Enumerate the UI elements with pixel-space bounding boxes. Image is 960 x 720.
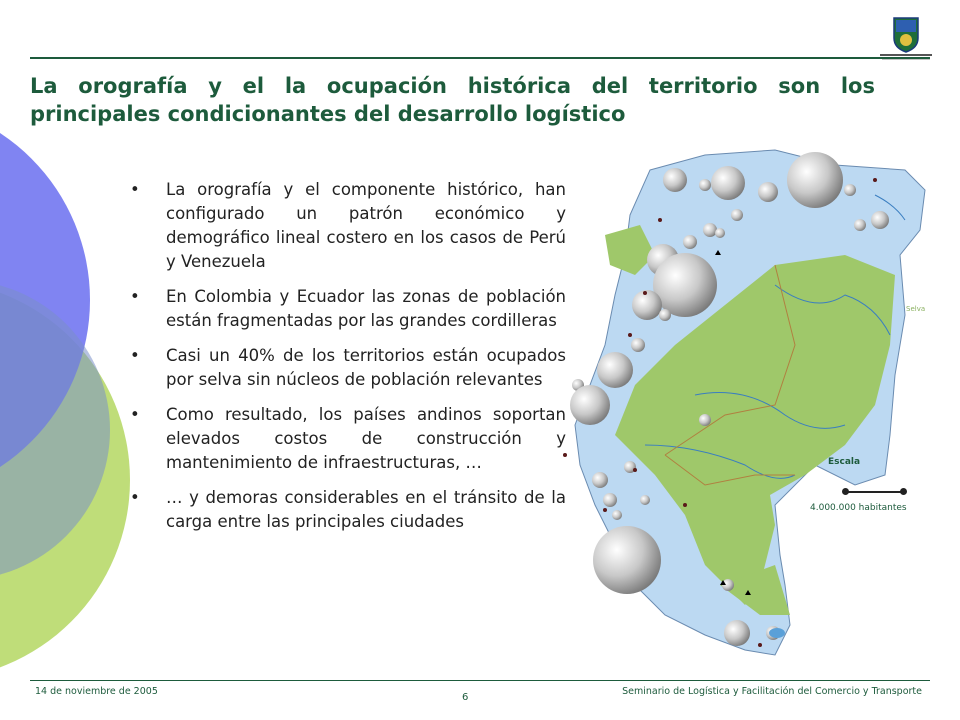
scale-bar-end-right	[900, 488, 907, 495]
andean-population-map	[545, 145, 935, 665]
page-number: 6	[462, 692, 469, 703]
scale-bar-end-left	[842, 488, 849, 495]
footer-event-name: Seminario de Logística y Facilitación del Comercio y Transporte	[622, 686, 922, 697]
bullet-item	[130, 285, 566, 333]
organization-logo	[876, 14, 936, 62]
scale-title: Escala	[828, 457, 861, 467]
bullet-dot: •	[130, 287, 140, 306]
bullet-dot: •	[130, 405, 140, 424]
bullet-list	[130, 178, 566, 545]
bullet-text: En Colombia y Ecuador las zonas de población están fragmentadas por las grandes cordilleras	[166, 287, 566, 330]
bullet-dot: •	[130, 180, 140, 199]
title-line-2: principales condicionantes del desarrollo logístico	[30, 102, 626, 126]
bottom-rule	[30, 680, 930, 681]
bullet-text: … y demoras considerables en el tránsito de la carga entre las principales ciudades	[166, 488, 566, 531]
selva-label: Selva	[906, 305, 926, 313]
bullet-dot: •	[130, 346, 140, 365]
top-rule	[30, 57, 930, 59]
bullet-text: Casi un 40% de los territorios están ocupados por selva sin núcleos de población relevantes	[166, 346, 566, 389]
bullet-dot: •	[130, 488, 140, 507]
scale-bar	[845, 491, 903, 493]
bullet-item	[130, 178, 566, 274]
bullet-text: La orografía y el componente histórico, han configurado un patrón económico y demográfico lineal costero en los casos de Perú y Venezuela	[166, 180, 566, 271]
bullet-item	[130, 486, 566, 534]
footer-date: 14 de noviembre de 2005	[35, 686, 158, 697]
scale-label: 4.000.000 habitantes	[810, 503, 907, 513]
title-line-1: La orografía y el la ocupación histórica del territorio son los	[30, 74, 875, 98]
page-title	[30, 72, 875, 128]
bullet-item	[130, 344, 566, 392]
bullet-text: Como resultado, los países andinos soportan elevados costos de construcción y mantenimiento de infraestructuras, …	[166, 405, 566, 472]
bullet-item	[130, 403, 566, 475]
